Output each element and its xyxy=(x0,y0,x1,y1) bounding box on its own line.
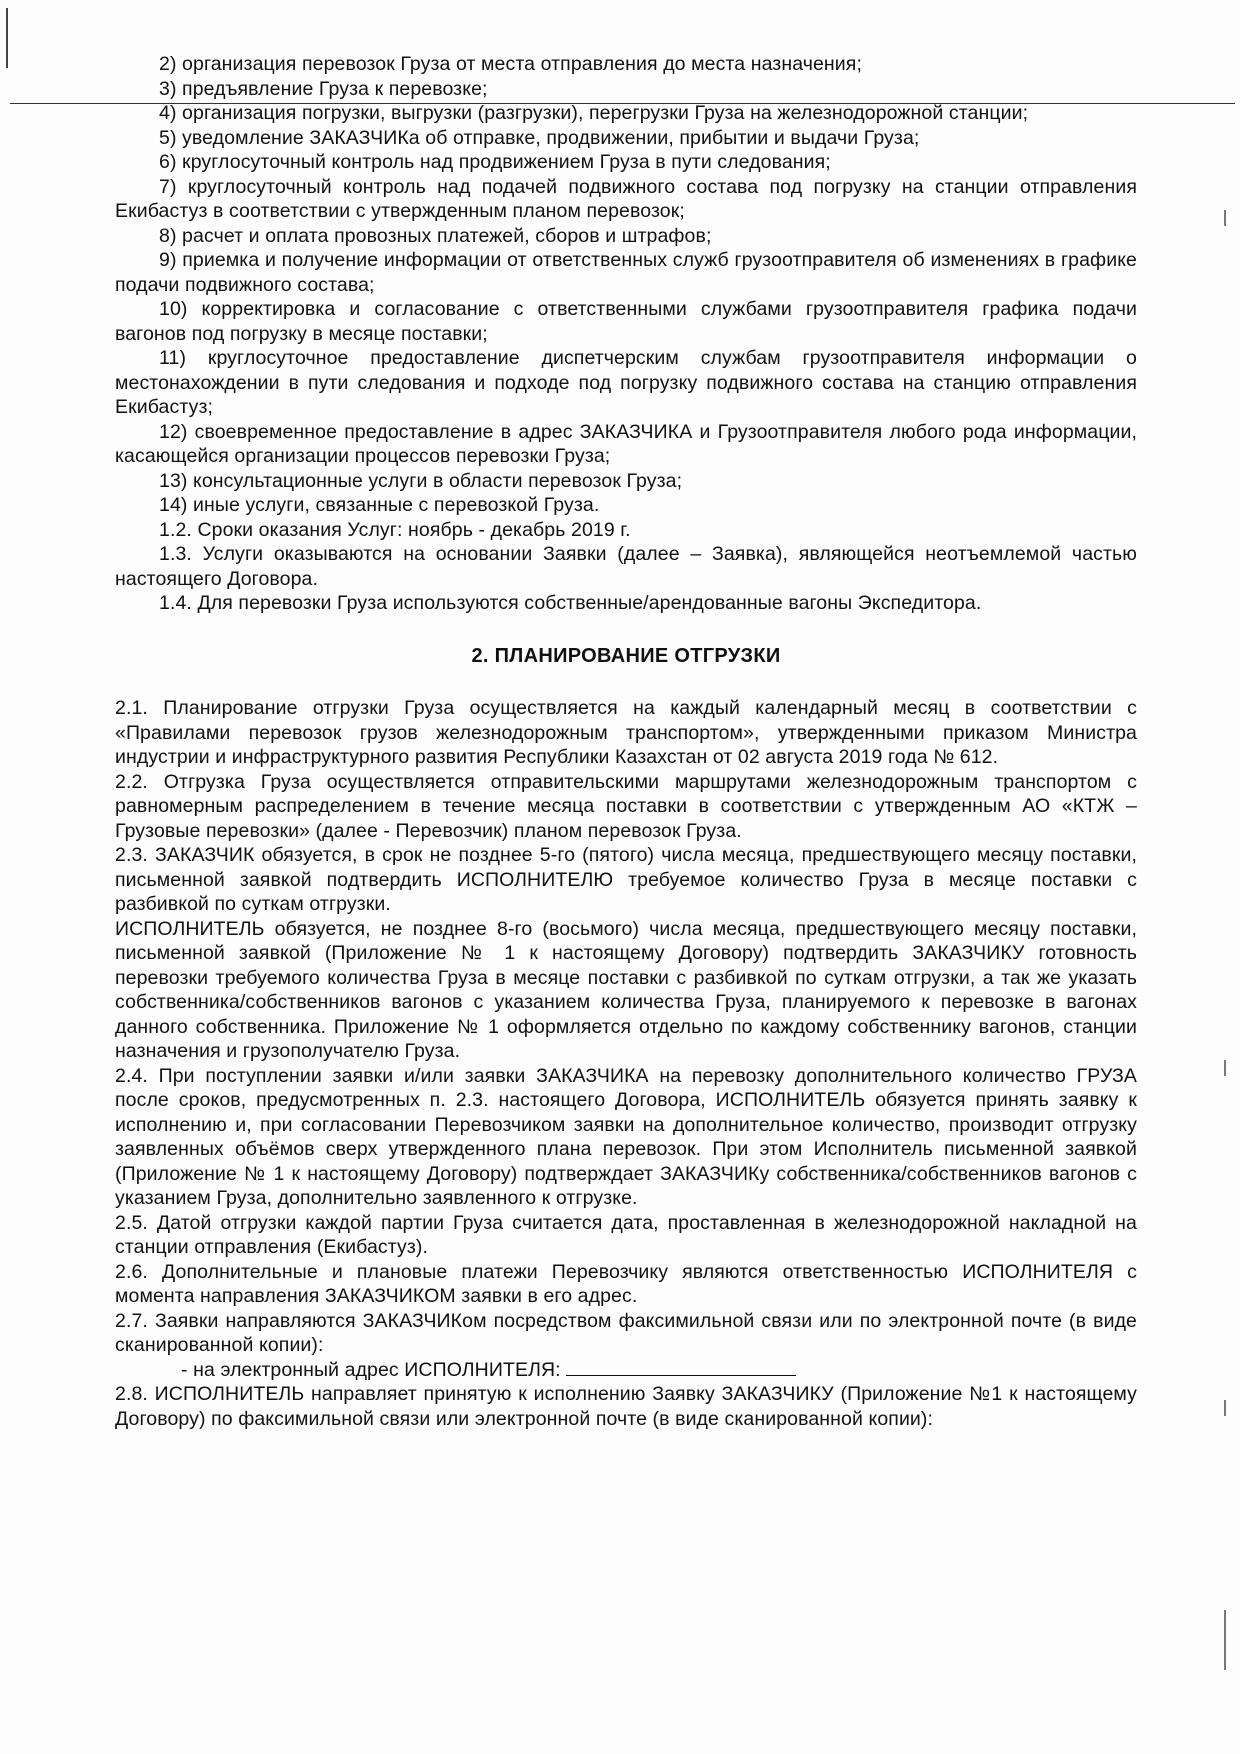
list-item: 14) иные услуги, связанные с перевозкой Груза. xyxy=(159,494,600,516)
scan-artifact-mark xyxy=(1224,1060,1226,1076)
list-item: 13) консультационные услуги в области перевозок Груза; xyxy=(159,469,683,492)
list-item: 4) организация погрузки, выгрузки (разгрузки), перегрузки Груза на железнодорожной станции; xyxy=(159,102,1029,124)
clause-paragraph: 2.8. ИСПОЛНИТЕЛЬ направляет принятую к исполнению Заявку ЗАКАЗЧИКУ (Приложение №1 к настоящему Договору) по факсимильной связи или электронной почте (в виде сканированной копии): xyxy=(115,1383,1137,1430)
clause-paragraph: 2.3. ЗАКАЗЧИК обязуется, в срок не позднее 5-го (пятого) числа месяца, предшествующего месяцу поставки, письменной заявкой подтвердить ИСПОЛНИТЕЛЮ требуемое количество Груза в месяце поставки с разбивкой по суткам отгрузки. xyxy=(115,844,1137,915)
clause-paragraph: 2.2. Отгрузка Груза осуществляется отправительскими маршрутами железнодорожным транспортом с равномерным распределением в течение месяца поставки в соответствии с утвержденным АО «КТЖ – Грузовые перевозки» (далее - Перевозчик) планом перевозок Груза. xyxy=(115,770,1137,842)
clause-paragraph: 2.7. Заявки направляются ЗАКАЗЧИКом посредством факсимильной связи или по электронной почте (в виде сканированной копии): xyxy=(115,1309,1137,1356)
blank-field xyxy=(566,1359,796,1376)
list-item: 2) организация перевозок Груза от места отправления до места назначения; xyxy=(159,53,862,75)
scan-artifact-mark xyxy=(1224,1610,1226,1670)
clause-paragraph: 2.1. Планирование отгрузки Груза осуществляется на каждый календарный месяц в соответствии с «Правилами перевозок грузов железнодорожным транспортом», утвержденными приказом Министра индустрии и инфраструктурного развития Республики Казахстан от 02 августа 2019 года № 612. xyxy=(115,697,1137,768)
clause-paragraph: 1.2. Сроки оказания Услуг: ноябрь - декабрь 2019 г. xyxy=(159,518,631,541)
list-item: 10) корректировка и согласование с ответственными службами грузоотправителя графика подачи вагонов под погрузку в месяце поставки; xyxy=(115,298,1137,345)
list-item: 12) своевременное предоставление в адрес ЗАКАЗЧИКА и Грузоотправителя любого рода информации, касающейся организации процессов перевозки Груза; xyxy=(115,420,1137,467)
list-item: 5) уведомление ЗАКАЗЧИКа об отправке, продвижении, прибытии и выдачи Груза; xyxy=(159,126,920,149)
clause-paragraph: 2.6. Дополнительные и плановые платежи Перевозчику являются ответственностью ИСПОЛНИТЕЛЯ с момента направления ЗАКАЗЧИКОМ заявки в его адрес. xyxy=(115,1260,1137,1307)
scan-artifact-mark xyxy=(1224,1400,1226,1416)
email-line-label: - на электронный адрес ИСПОЛНИТЕЛЯ: xyxy=(181,1358,561,1381)
clause-paragraph: ИСПОЛНИТЕЛЬ обязуется, не позднее 8-го (восьмого) числа месяца, предшествующего месяцу поставки, письменной заявкой (Приложение № 1 к настоящему Договору) подтвердить ЗАКАЗЧИКУ готовность перевозки требуемого количества Груза в месяце поставки с разбивкой по суткам отгрузки, а так же указать собственника/собственников вагонов с указанием количества Груза, планируемого к перевозке в вагонах данного собственника. Приложение № 1 оформляется отдельно по каждому собственнику вагонов, станции назначения и грузополучателю Груза. xyxy=(115,917,1137,1062)
list-item: 7) круглосуточный контроль над подачей подвижного состава под погрузку на станции отправления Екибастуз в соответствии с утвержденным планом перевозок; xyxy=(115,175,1137,222)
section-heading: 2. ПЛАНИРОВАНИЕ ОТГРУЗКИ xyxy=(471,644,781,667)
scan-artifact-mark xyxy=(1224,210,1226,226)
list-item: 8) расчет и оплата провозных платежей, сборов и штрафов; xyxy=(159,224,712,247)
list-item: 3) предъявление Груза к перевозке; xyxy=(159,77,488,100)
email-line xyxy=(115,1358,1137,1383)
document-body xyxy=(115,52,1137,1431)
list-item: 11) круглосуточное предоставление диспетчерским службам грузоотправителя информации о местонахождении в пути следования и подходе под погрузку подвижного состава на станцию отправления Екибастуз; xyxy=(115,347,1137,418)
list-item: 9) приемка и получение информации от ответственных служб грузоотправителя об изменениях в графике подачи подвижного состава; xyxy=(115,249,1137,296)
clause-paragraph: 1.3. Услуги оказываются на основании Заявки (далее – Заявка), являющейся неотъемлемой частью настоящего Договора. xyxy=(115,543,1137,590)
list-item: 6) круглосуточный контроль над продвижением Груза в пути следования; xyxy=(159,151,831,173)
scan-artifact-mark xyxy=(6,8,8,68)
clause-paragraph: 1.4. Для перевозки Груза используются собственные/арендованные вагоны Экспедитора. xyxy=(159,592,982,614)
clause-paragraph: 2.5. Датой отгрузки каждой партии Груза считается дата, проставленная в железнодорожной накладной на станции отправления (Екибастуз). xyxy=(115,1211,1137,1258)
clause-paragraph: 2.4. При поступлении заявки и/или заявки ЗАКАЗЧИКА на перевозку дополнительного количество ГРУЗА после сроков, предусмотренных п. 2.3. настоящего Договора, ИСПОЛНИТЕЛЬ обязуется принять заявку к исполнению и, при согласовании Перевозчиком заявки на дополнительное количество, производит отгрузку заявленных объёмов сверх утвержденного плана перевозок. При этом Исполнитель письменной заявкой (Приложение № 1 к настоящему Договору) подтверждает ЗАКАЗЧИКу собственника/собственников вагонов с указанием Груза, дополнительно заявленного к отгрузке. xyxy=(115,1064,1137,1209)
